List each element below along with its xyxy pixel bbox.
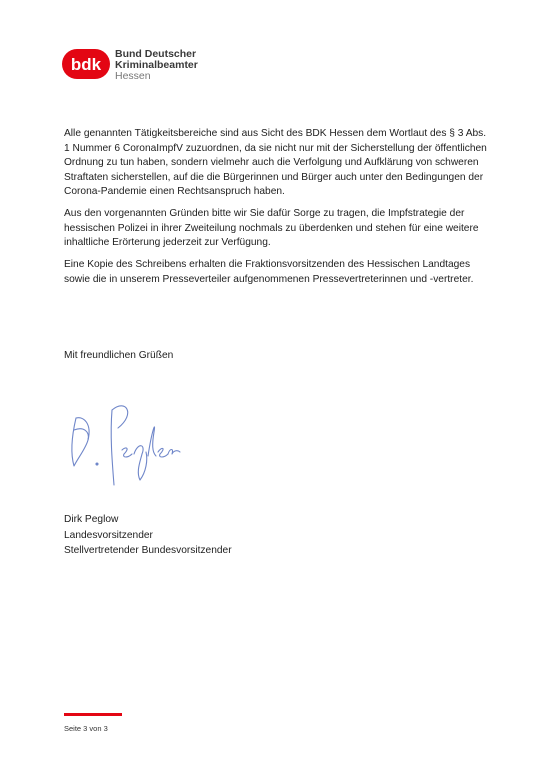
organization-region: Hessen — [115, 70, 151, 82]
closing-salutation: Mit freundlichen Grüßen — [64, 350, 174, 361]
signer-role-2: Stellvertretender Bundesvorsitzender — [64, 545, 232, 556]
body-paragraph-1: Alle genannten Tätigkeitsbereiche sind aus Sicht des BDK Hessen dem Wortlaut des § 3 Abs. 1 Nummer 6 CoronaImpfV zuzuordnen, da sie nicht nur mit der Sicherstellung der öffentlichen Ordnung zu tun haben, sondern vielmehr auch die Verfolgung und Aufklärung von schweren Straftaten sicherstellen, auf die die Bürgerinnen und Bürger auch unter den Bedingungen der Corona-Pandemie einen Rechtsanspruch haben. — [64, 128, 487, 197]
organization-line-1: Bund Deutscher — [115, 48, 197, 60]
body-paragraph-2: Aus den vorgenannten Gründen bitte wir Sie dafür Sorge zu tragen, die Impfstrategie der hessischen Polizei in ihrer Zweiteilung nochmals zu überdenken und stehen für eine weitere inhaltliche Erörterung jederzeit zur Verfügung. — [64, 208, 479, 248]
signer-role-1: Landesvorsitzender — [64, 529, 153, 541]
organization-name — [115, 49, 198, 82]
page-number: Seite 3 von 3 — [64, 724, 108, 733]
organization-line-2: Kriminalbeamter — [115, 59, 198, 71]
footer-divider — [64, 713, 122, 716]
body-paragraph-3: Eine Kopie des Schreibens erhalten die Fraktionsvorsitzenden des Hessischen Landtages sowie die in unserem Presseverteiler aufgenommenen Pressevertreterinnen und -vertreter. — [64, 259, 474, 285]
svg-text:bdk: bdk — [70, 55, 102, 74]
signer-name: Dirk Peglow — [64, 514, 119, 525]
handwritten-signature — [62, 390, 182, 495]
signer-block — [64, 512, 232, 559]
bdk-logo-mark — [62, 47, 112, 83]
